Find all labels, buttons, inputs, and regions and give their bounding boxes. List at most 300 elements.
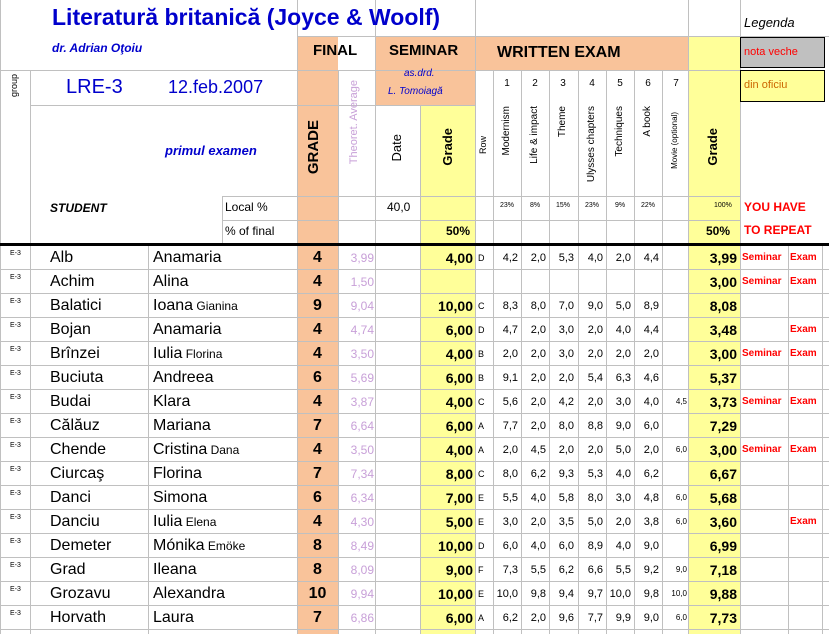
exam-col-label: Life & impact [529,106,540,164]
exam-score: 4,0 [587,252,603,264]
first-name: Alexandra [153,585,226,602]
last-name: Alb [50,249,74,266]
exam-score: 9,7 [587,588,603,600]
exam-score: 9,8 [643,588,659,600]
written-grade: 3,00 [709,274,737,290]
exam-col-number: 2 [532,78,538,89]
exam-score: 2,0 [502,444,518,456]
repeat-exam [790,294,822,318]
first-name: Andreea [153,369,214,386]
seminar-grade [420,270,473,294]
exam-score: 8,8 [587,420,603,432]
exam-score: 6,0 [558,540,574,552]
repeat-exam [790,606,822,630]
theoretical-average: 7,34 [350,467,374,481]
first-name: Ioana Gianina [153,297,238,314]
theoretical-average: 4,74 [350,323,374,337]
exam-score: 2,0 [530,396,546,408]
exam-col-number: 1 [504,78,510,89]
repeat-seminar: Seminar [742,396,782,407]
repeat-exam [790,414,822,438]
first-name: Florina [153,465,202,482]
seminar-grade: 9,00 [445,562,473,578]
table-row[interactable] [0,318,829,342]
group-cell: E-3 [10,346,21,353]
table-row[interactable] [0,582,829,606]
exam-score: 8,0 [558,420,574,432]
row-label: Row [478,136,488,155]
repeat-exam [790,486,822,510]
final-grade: 4 [313,513,322,530]
repeat-exam: Exam [790,276,817,287]
exam-score [578,270,603,294]
exam-score: 4,6 [643,372,659,384]
exam-score: 2,0 [615,516,631,528]
you-have-label: YOU HAVE [744,200,806,214]
exam-score: 7,7 [587,612,603,624]
table-row[interactable] [0,390,829,414]
exam-col-number: 6 [645,78,651,89]
exam-row: E [478,589,485,599]
exam-score [662,534,687,558]
repeat-seminar [742,366,788,390]
repeat-seminar: Seminar [742,252,782,263]
theoretical-average: 6,34 [350,491,374,505]
written-grade: 3,48 [709,322,737,338]
exam-score: 5,0 [615,300,631,312]
exam-score: 2,0 [587,324,603,336]
last-name: Demeter [50,537,112,554]
theoretical-average: 8,09 [350,563,374,577]
exam-score: 8,9 [587,540,603,552]
exam-score: 3,5 [558,516,574,528]
seminar-grade: 6,00 [445,418,473,434]
exam-score [549,270,574,294]
exam-score: 6,2 [530,468,546,480]
first-name-second: Gianina [193,299,238,313]
student-label: STUDENT [50,201,107,215]
written-grade-label: Grade [705,128,720,166]
group-cell: E-3 [10,490,21,497]
last-name: Achim [50,273,95,290]
legend-title: Legenda [744,15,795,30]
exam-score: 2,0 [587,396,603,408]
exam-row: C [478,397,485,407]
exam-score: 2,0 [643,348,659,360]
legend-din-oficiu [740,70,825,102]
repeat-seminar [742,486,788,510]
group-label: group [9,74,19,98]
first-name: Ileana [153,561,197,578]
group-cell: E-3 [10,418,21,425]
legend-item2: din oficiu [744,79,788,91]
exam-row: D [478,325,485,335]
first-name-second: Elena [182,515,217,529]
exam-score: 5,6 [502,396,518,408]
group-cell: E-3 [10,610,21,617]
exam-score [634,270,659,294]
exam-score: 4,2 [502,252,518,264]
exam-score: 4,4 [643,324,659,336]
exam-row: E [478,493,485,503]
exam-score [521,270,546,294]
final-grade: 6 [313,489,322,506]
exam-score: 5,5 [502,492,518,504]
repeat-seminar [742,582,788,606]
exam-score: 2,0 [530,420,546,432]
exam-col-label: Movie (optional) [670,112,679,169]
exam-score: 9,0 [615,420,631,432]
exam-score [662,294,687,318]
exam-score: 2,0 [643,444,659,456]
written-local-pct: 100% [714,202,732,209]
exam-row: D [478,541,485,551]
table-row[interactable] [0,510,829,534]
repeat-exam: Exam [790,444,817,455]
repeat-seminar [742,414,788,438]
exam-col-weight: 8% [529,202,541,209]
exam-score [493,270,518,294]
repeat-exam: Exam [790,396,817,407]
exam-score: 6,0 [675,445,687,454]
table-row[interactable] [0,486,829,510]
exam-score: 9,0 [675,565,687,574]
final-grade: 7 [313,417,322,434]
exam-score [662,462,687,486]
exam-score [662,414,687,438]
exam-score: 9,0 [643,612,659,624]
written-grade: 5,37 [709,370,737,386]
exam-score: 8,3 [502,300,518,312]
theoretical-average: 3,99 [350,251,374,265]
final-grade: 10 [308,585,327,602]
exam-row: A [478,613,485,623]
exam-score: 3,0 [502,516,518,528]
final-grade-label: GRADE [305,120,322,175]
table-row[interactable] [0,534,829,558]
repeat-exam [790,462,822,486]
exam-score [662,318,687,342]
seminar-grade: 6,00 [445,610,473,626]
written-grade: 5,68 [709,490,737,506]
exam-score: 2,0 [530,348,546,360]
exam-score: 4,0 [615,468,631,480]
exam-score: 9,8 [530,588,546,600]
written-grade: 9,88 [709,586,737,602]
exam-score: 8,0 [530,300,546,312]
exam-col-weight: 9% [614,202,626,209]
written-grade: 7,29 [709,418,737,434]
exam-col-weight: 15% [555,202,570,209]
exam-score: 4,5 [530,444,546,456]
exam-score: 2,0 [587,348,603,360]
first-name: Mariana [153,417,211,434]
exam-score: 5,5 [615,564,631,576]
exam-row: B [478,349,485,359]
written-grade: 6,67 [709,466,737,482]
group-cell: E-3 [10,538,21,545]
exam-score: 4,7 [502,324,518,336]
repeat-seminar [742,558,788,582]
repeat-seminar [742,534,788,558]
theoretical-average: 3,50 [350,443,374,457]
repeat-seminar [742,462,788,486]
first-name-second: Emöke [204,539,246,553]
exam-score: 7,0 [558,300,574,312]
exam-score: 8,0 [587,492,603,504]
exam-score: 5,3 [587,468,603,480]
first-name: Cristina Dana [153,441,240,458]
table-row[interactable] [0,246,829,270]
seminar-grade: 4,00 [445,250,473,266]
repeat-exam [790,534,822,558]
final-grade: 4 [313,393,322,410]
exam-score: 9,9 [615,612,631,624]
final-grade: 4 [313,273,322,290]
repeat-exam: Exam [790,252,817,263]
exam-score: 5,3 [558,252,574,264]
last-name: Ciurcaş [50,465,105,482]
first-name: Klara [153,393,191,410]
seminar-grade-label: Grade [440,128,455,166]
table-row[interactable] [0,438,829,462]
exam-score: 10,0 [609,588,631,600]
theoretical-average: 8,49 [350,539,374,553]
exam-score: 5,4 [587,372,603,384]
written-grade: 3,00 [709,346,737,362]
first-name: Mónika Emöke [153,537,246,554]
last-name: Grad [50,561,86,578]
table-row[interactable] [0,558,829,582]
theoretical-average: 9,94 [350,587,374,601]
exam-row: E [478,517,485,527]
table-row[interactable] [0,270,829,294]
theoretical-average: 3,50 [350,347,374,361]
exam-score: 4,8 [643,492,659,504]
seminar-final-pct: 50% [446,224,471,238]
final-grade: 7 [313,609,322,626]
final-grade: 8 [313,561,322,578]
page-title: Literatură britanică (Joyce & Woolf) [52,4,441,30]
repeat-exam: Exam [790,516,817,527]
table-row[interactable] [0,294,829,318]
first-name: Alina [153,273,189,290]
final-grade: 4 [313,321,322,338]
theoretical-average: 9,04 [350,299,374,313]
group-cell: E-3 [10,562,21,569]
table-row[interactable] [0,366,829,390]
exam-score: 3,0 [558,324,574,336]
exam-score: 9,1 [502,372,518,384]
final-grade: 9 [313,297,322,314]
exam-score: 4,5 [675,397,687,406]
seminar-grade: 10,00 [437,298,473,314]
exam-score: 2,0 [530,372,546,384]
group-cell: E-3 [10,586,21,593]
exam-row: A [478,445,485,455]
group-cell: E-3 [10,298,21,305]
exam-col-weight: 22% [640,202,655,209]
exam-col-weight: 23% [499,202,514,209]
seminar-grade: 5,00 [445,514,473,530]
exam-score: 5,0 [587,516,603,528]
repeat-seminar: Seminar [742,444,782,455]
repeat-exam [790,366,822,390]
exam-col-label: A book [642,106,653,137]
repeat-seminar [742,606,788,630]
exam-score: 4,0 [643,396,659,408]
theoretical-average: 1,50 [350,275,374,289]
exam-score: 4,0 [615,540,631,552]
last-name: Grozavu [50,585,111,602]
repeat-seminar: Seminar [742,276,782,287]
exam-score [662,246,687,270]
exam-score: 8,0 [502,468,518,480]
first-name: Laura [153,609,194,626]
final-grade: 4 [313,249,322,266]
seminar-grade: 7,00 [445,490,473,506]
exam-row: D [478,253,485,263]
group-cell: E-3 [10,442,21,449]
exam-score [662,366,687,390]
exam-score: 9,4 [558,588,574,600]
exam-score: 10,0 [671,589,687,598]
exam-col-label: Modernism [501,106,512,156]
exam-col-number: 7 [673,78,679,89]
exam-col-weight: 23% [584,202,599,209]
final-grade: 4 [313,441,322,458]
group-cell: E-3 [10,322,21,329]
exam-score: 9,0 [587,300,603,312]
exam-score: 2,0 [530,516,546,528]
repeat-seminar: Seminar [742,348,782,359]
exam-score: 2,0 [587,444,603,456]
exam-score: 3,8 [643,516,659,528]
written-grade: 8,08 [709,298,737,314]
repeat-seminar [742,294,788,318]
exam-score: 3,0 [615,492,631,504]
seminar-grade: 10,00 [437,586,473,602]
exam-score: 2,0 [558,372,574,384]
exam-score: 6,0 [675,613,687,622]
seminar-grade: 6,00 [445,322,473,338]
table-row[interactable] [0,462,829,486]
exam-score: 4,2 [558,396,574,408]
repeat-exam: Exam [790,324,817,335]
exam-score: 6,0 [675,493,687,502]
table-row[interactable] [0,606,829,630]
seminar-grade: 4,00 [445,394,473,410]
group-cell: E-3 [10,250,21,257]
last-name: Brînzei [50,345,100,362]
written-grade: 3,99 [709,250,737,266]
exam-row: B [478,373,485,383]
legend-nota-veche [740,37,825,68]
exam-score: 2,0 [615,252,631,264]
group-cell: E-3 [10,514,21,521]
exam-score: 5,8 [558,492,574,504]
table-row[interactable] [0,342,829,366]
written-grade: 6,99 [709,538,737,554]
exam-score: 7,7 [502,420,518,432]
exam-score: 2,0 [530,252,546,264]
written-grade: 3,73 [709,394,737,410]
exam-score: 6,0 [675,517,687,526]
seminar-grade: 4,00 [445,442,473,458]
final-grade: 7 [313,465,322,482]
exam-score [606,270,631,294]
theoretical-average: 6,64 [350,419,374,433]
exam-score: 3,0 [558,348,574,360]
exam-score: 2,0 [615,348,631,360]
seminar-teacher-2: L. Tomoiagă [388,86,443,97]
group-cell: E-3 [10,370,21,377]
table-row[interactable] [0,414,829,438]
exam-score: 6,2 [558,564,574,576]
exam-score: 6,2 [643,468,659,480]
last-name: Balatici [50,297,102,314]
exam-score: 3,0 [615,396,631,408]
legend-item1: nota veche [744,46,798,58]
seminar-grade: 8,00 [445,466,473,482]
seminar-grade: 4,00 [445,346,473,362]
exam-score: 4,0 [615,324,631,336]
local-pct-label: Local % [225,200,268,214]
exam-score [662,342,687,366]
theoretical-average: 5,69 [350,371,374,385]
first-name: Simona [153,489,208,506]
exam-score: 8,9 [643,300,659,312]
written-grade: 3,00 [709,442,737,458]
written-exam-label: WRITTEN EXAM [497,44,621,61]
exam-score: 2,0 [502,348,518,360]
exam-score: 6,0 [502,540,518,552]
seminar-grade: 10,00 [437,538,473,554]
exam-col-label: Theme [557,106,568,138]
last-name: Buciuta [50,369,104,386]
repeat-exam [790,558,822,582]
exam-score: 5,5 [530,564,546,576]
exam-col-number: 4 [589,78,595,89]
exam-col-number: 3 [560,78,566,89]
seminar-grade: 6,00 [445,370,473,386]
seminar-local-value: 40,0 [387,200,411,214]
repeat-exam: Exam [790,348,817,359]
pct-final-label: % of final [225,224,275,238]
seminar-label: SEMINAR [389,42,459,59]
final-grade: 4 [313,345,322,362]
written-grade: 7,18 [709,562,737,578]
exam-row [478,270,492,294]
first-name: Anamaria [153,249,222,266]
exam-score: 10,0 [496,588,518,600]
exam-score: 4,4 [643,252,659,264]
theoretical-average: 4,30 [350,515,374,529]
last-name: Danciu [50,513,100,530]
exam-score: 6,6 [587,564,603,576]
exam-score: 9,2 [643,564,659,576]
last-name: Horvath [50,609,107,626]
exam-row: F [478,565,484,575]
repeat-exam [790,582,822,606]
exam-col-label: Techniques [614,106,625,157]
first-name-second: Dana [207,443,240,457]
group-cell: E-3 [10,466,21,473]
author: dr. Adrian Oţoiu [52,41,143,55]
group-cell: E-3 [10,274,21,281]
exam-score: 2,0 [530,612,546,624]
repeat-seminar [742,318,788,342]
